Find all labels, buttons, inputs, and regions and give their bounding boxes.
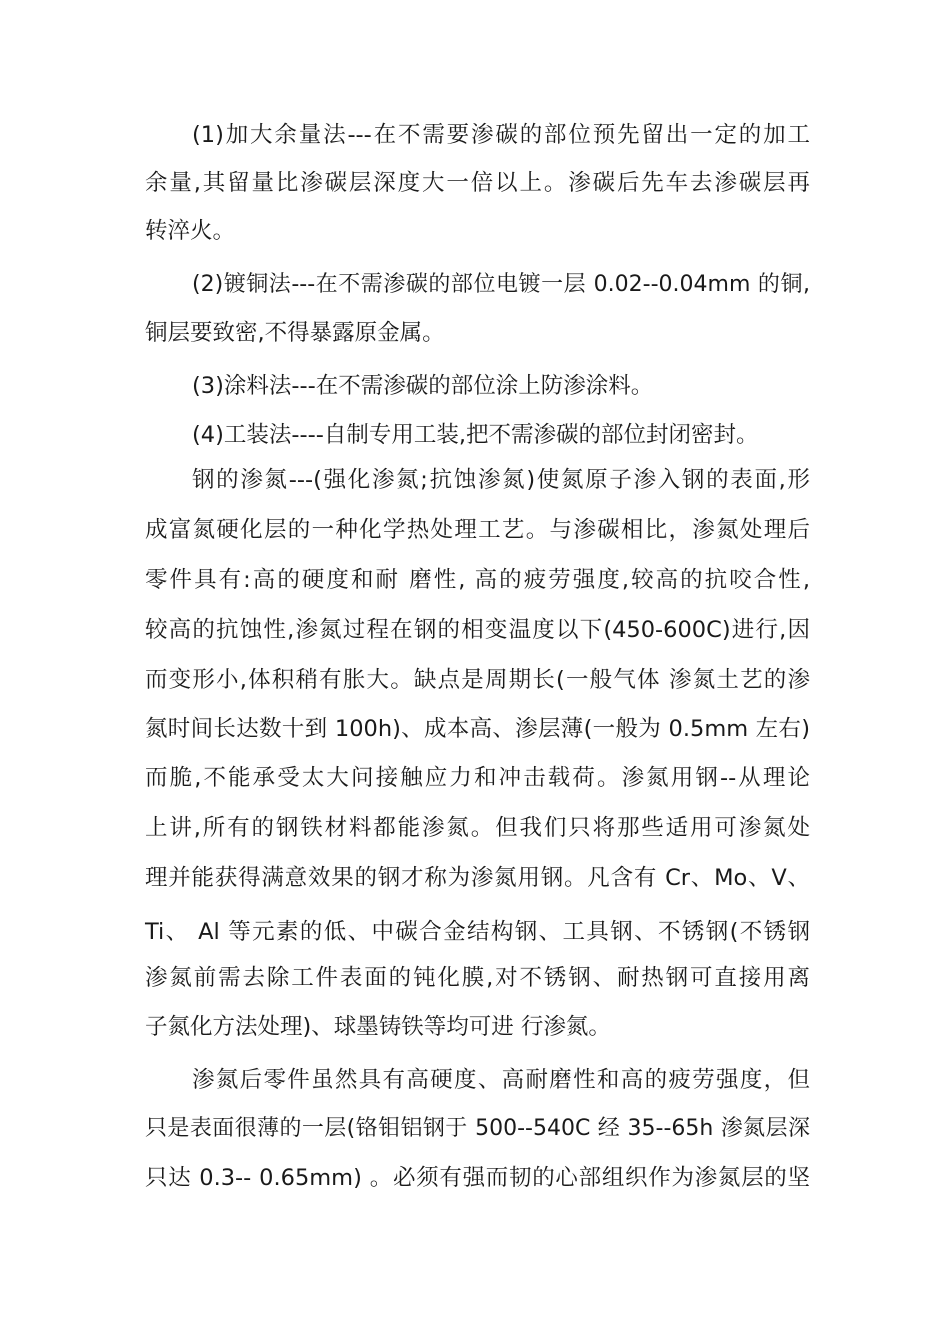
text-line: 零件具有:高的硬度和耐 磨性, 高的疲劳强度,较高的抗咬合性, [145,567,810,593]
text-line: 只是表面很薄的一层(铬钼铝钢于 500--540C 经 35--65h 渗氮层深 [145,1116,810,1141]
text-line: 而变形小,体积稍有胀大。缺点是周期长(一般气体 渗氮土艺的渗 [145,667,810,693]
text-line: 转淬火。 [145,218,236,244]
text-line: (2)镀铜法---在不需渗碳的部位电镀一层 0.02--0.04mm 的铜, [192,272,810,297]
text-line: 成富氮硬化层的一种化学热处理工艺。与渗碳相比，渗氮处理后 [145,517,810,543]
text-line: 渗氮前需去除工件表面的钝化膜,对不锈钢、耐热钢可直接用离 [145,965,810,991]
text-line: (4)工装法----自制专用工装,把不需渗碳的部位封闭密封。 [192,422,759,448]
text-line: (3)涂料法---在不需渗碳的部位涂上防渗涂料。 [192,373,654,399]
text-line: 而脆,不能承受太大问接触应力和冲击载荷。渗氮用钢--从理论 [145,765,810,791]
text-line: Ti、 Al 等元素的低、中碳合金结构钢、工具钢、不锈钢(不锈钢 [145,919,810,945]
text-line: 较高的抗蚀性,渗氮过程在钢的相变温度以下(450-600C)进行,因 [145,617,810,643]
text-line: 子氮化方法处理)、球墨铸铁等均可进 行渗氮。 [145,1014,611,1040]
text-line: (1)加大余量法---在不需要渗碳的部位预先留出一定的加工 [192,122,810,148]
text-line: 理并能获得满意效果的钢才称为渗氮用钢。凡含有 Cr、Mo、V、 [145,865,810,891]
text-line: 渗氮后零件虽然具有高硬度、高耐磨性和高的疲劳强度，但 [192,1067,810,1093]
text-line: 上讲,所有的钢铁材料都能渗氮。但我们只将那些适用可渗氮处 [145,815,810,841]
text-line: 铜层要致密,不得暴露原金属。 [145,320,445,346]
text-line: 只达 0.3-- 0.65mm) 。必须有强而韧的心部组织作为渗氮层的坚 [145,1165,810,1191]
text-line: 氮时间长达数十到 100h)、成本高、渗层薄(一般为 0.5mm 左右) [145,716,810,742]
text-line: 钢的渗氮---(强化渗氮;抗蚀渗氮)使氮原子渗入钢的表面,形 [192,467,810,493]
text-line: 余量,其留量比渗碳层深度大一倍以上。渗碳后先车去渗碳层再 [145,170,810,196]
